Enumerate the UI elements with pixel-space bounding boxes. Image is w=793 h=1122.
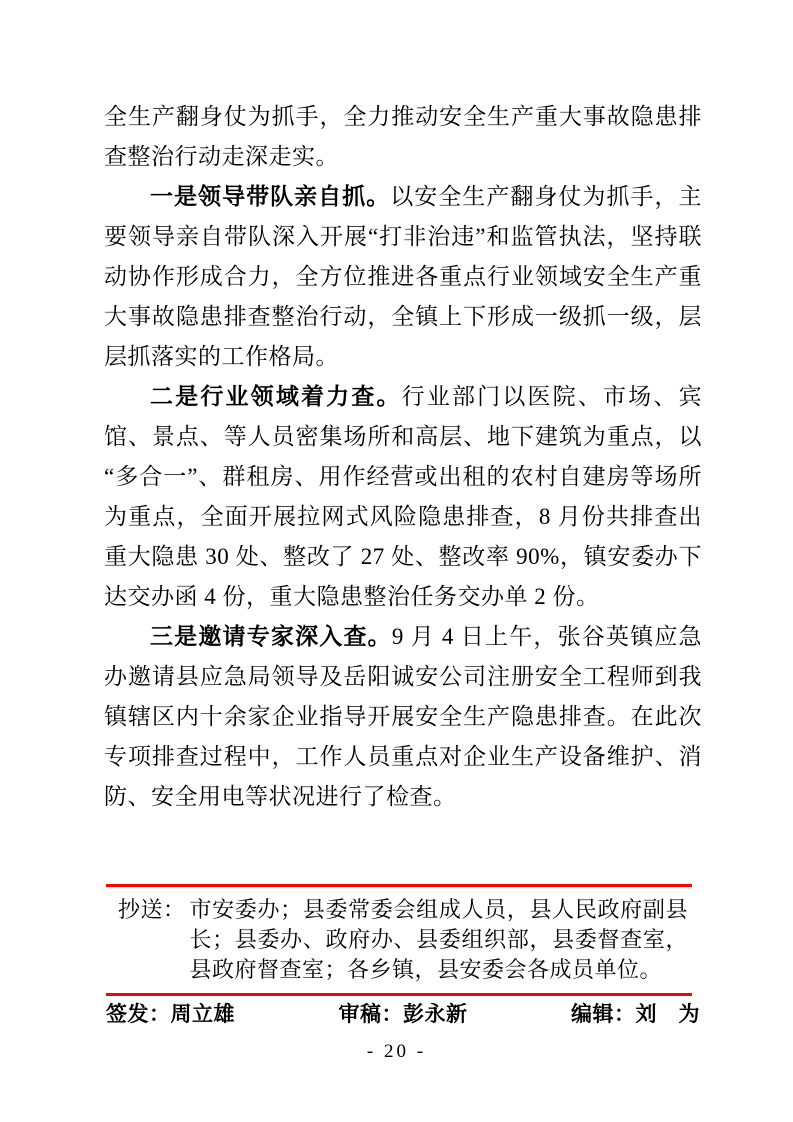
paragraph-text: 以安全生产翻身仗为抓手，主要领导亲自带队深入开展“打非治违”和监管执法，坚持联动协作形成合力，全方位推进各重点行业领域安全生产重大事故隐患排查整治行动，全镇上下形成一级抓一级，层层抓落实的工作格局。 [104, 184, 703, 369]
paragraph-continuation [104, 97, 702, 177]
credit-editor-label: 编辑： [571, 1003, 636, 1026]
paragraph-item-2 [104, 377, 702, 617]
paragraph-lead: 二是行业领域着力查。 [150, 384, 402, 409]
paragraph-text: 行业部门以医院、市场、宾馆、景点、等人员密集场所和高层、地下建筑为重点，以“多合一”、群租房、用作经营或出租的农村自建房等场所为重点，全面开展拉网式风险隐患排查，8 月份共排查出重大隐患 30 处、整改了 27 处、整改率 90%，镇安委办下达交办函 4 份，重大隐患整治任务交办单 2 份。 [104, 384, 703, 609]
cc-label: 抄送： [118, 897, 186, 922]
paragraph-lead: 三是邀请专家深入查。 [150, 624, 392, 649]
credit-reviewer-label: 审稿： [338, 1003, 403, 1026]
paragraph-text: 全生产翻身仗为抓手，全力推动安全生产重大事故隐患排查整治行动走深走实。 [104, 104, 702, 169]
credits-row [106, 1003, 700, 1027]
credit-reviewer [339, 1003, 468, 1027]
credit-signer-name: 周立雄 [170, 1003, 235, 1026]
paragraph-lead: 一是领导带队亲自抓。 [150, 184, 391, 209]
credit-editor-name: 刘 为 [635, 1003, 700, 1026]
cc-block [106, 884, 692, 996]
credit-signer-label: 签发： [106, 1003, 171, 1026]
paragraph-item-1 [104, 177, 702, 377]
credit-editor [571, 1003, 700, 1027]
cc-text: 市安委办；县委常委会组成人员，县人民政府副县长；县委办、政府办、县委组织部，县委督查室，县政府督查室；各乡镇，县安委会各成员单位。 [189, 897, 688, 982]
credit-signer [106, 1003, 235, 1027]
page-number: - 20 - [366, 1041, 427, 1062]
paragraph-item-3 [104, 617, 702, 817]
document-body [104, 97, 702, 817]
credit-reviewer-name: 彭永新 [403, 1003, 468, 1026]
paragraph-text: 9 月 4 日上午，张谷英镇应急办邀请县应急局领导及岳阳诚安公司注册安全工程师到我镇辖区内十余家企业指导开展安全生产隐患排查。在此次专项排查过程中，工作人员重点对企业生产设备维护、消防、安全用电等状况进行了检查。 [104, 624, 703, 809]
